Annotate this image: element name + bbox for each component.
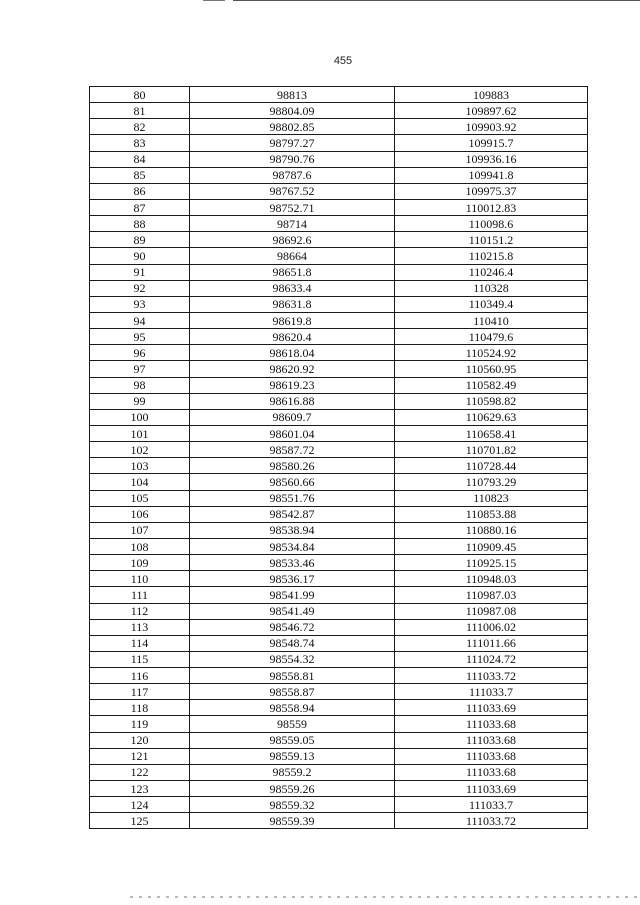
y-coordinate-cell: 111011.66 [395, 635, 588, 651]
x-coordinate-cell: 98533.46 [190, 555, 395, 571]
table-row [90, 522, 588, 538]
point-number-cell: 95 [90, 329, 190, 345]
point-number-cell: 83 [90, 135, 190, 151]
y-coordinate-cell: 110925.15 [395, 555, 588, 571]
y-coordinate-cell: 110629.63 [395, 409, 588, 425]
y-coordinate-cell: 111033.68 [395, 716, 588, 732]
table-row [90, 425, 588, 441]
point-number-cell: 88 [90, 216, 190, 232]
table-row [90, 458, 588, 474]
point-number-cell: 106 [90, 506, 190, 522]
y-coordinate-cell: 110701.82 [395, 442, 588, 458]
table-row [90, 361, 588, 377]
table-row [90, 813, 588, 829]
x-coordinate-cell: 98548.74 [190, 635, 395, 651]
y-coordinate-cell: 110560.95 [395, 361, 588, 377]
point-number-cell: 102 [90, 442, 190, 458]
x-coordinate-cell: 98620.92 [190, 361, 395, 377]
table-row [90, 587, 588, 603]
point-number-cell: 111 [90, 587, 190, 603]
point-number-cell: 85 [90, 167, 190, 183]
table-row [90, 442, 588, 458]
x-coordinate-cell: 98559 [190, 716, 395, 732]
table-row [90, 555, 588, 571]
point-number-cell: 119 [90, 716, 190, 732]
x-coordinate-cell: 98692.6 [190, 232, 395, 248]
x-coordinate-cell: 98546.72 [190, 619, 395, 635]
point-number-cell: 118 [90, 700, 190, 716]
table-row [90, 716, 588, 732]
y-coordinate-cell: 111033.68 [395, 764, 588, 780]
x-coordinate-cell: 98559.26 [190, 781, 395, 797]
x-coordinate-cell: 98542.87 [190, 506, 395, 522]
y-coordinate-cell: 110524.92 [395, 345, 588, 361]
y-coordinate-cell: 109903.92 [395, 119, 588, 135]
x-coordinate-cell: 98790.76 [190, 151, 395, 167]
x-coordinate-cell: 98797.27 [190, 135, 395, 151]
point-number-cell: 123 [90, 781, 190, 797]
point-number-cell: 105 [90, 490, 190, 506]
x-coordinate-cell: 98559.32 [190, 797, 395, 813]
x-coordinate-cell: 98804.09 [190, 103, 395, 119]
table-row [90, 135, 588, 151]
table-row [90, 409, 588, 425]
top-edge-rule-short [203, 0, 225, 1]
x-coordinate-cell: 98813 [190, 87, 395, 103]
table-row [90, 732, 588, 748]
table-row [90, 280, 588, 296]
point-number-cell: 93 [90, 296, 190, 312]
table-row [90, 296, 588, 312]
x-coordinate-cell: 98554.32 [190, 651, 395, 667]
y-coordinate-cell: 110658.41 [395, 425, 588, 441]
table-row [90, 797, 588, 813]
y-coordinate-cell: 110880.16 [395, 522, 588, 538]
x-coordinate-cell: 98558.81 [190, 668, 395, 684]
y-coordinate-cell: 109883 [395, 87, 588, 103]
y-coordinate-cell: 110349.4 [395, 296, 588, 312]
point-number-cell: 87 [90, 199, 190, 215]
y-coordinate-cell: 111024.72 [395, 651, 588, 667]
x-coordinate-cell: 98587.72 [190, 442, 395, 458]
x-coordinate-cell: 98787.6 [190, 167, 395, 183]
y-coordinate-cell: 110012.83 [395, 199, 588, 215]
table-row [90, 571, 588, 587]
y-coordinate-cell: 110987.08 [395, 603, 588, 619]
x-coordinate-cell: 98767.52 [190, 183, 395, 199]
y-coordinate-cell: 111033.69 [395, 781, 588, 797]
point-number-cell: 94 [90, 312, 190, 328]
y-coordinate-cell: 111033.68 [395, 748, 588, 764]
table-row [90, 151, 588, 167]
table-row [90, 474, 588, 490]
y-coordinate-cell: 110987.03 [395, 587, 588, 603]
table-row [90, 87, 588, 103]
table-row [90, 781, 588, 797]
top-edge-rule [233, 0, 640, 1]
point-number-cell: 96 [90, 345, 190, 361]
point-number-cell: 100 [90, 409, 190, 425]
table-row [90, 329, 588, 345]
y-coordinate-cell: 111033.72 [395, 813, 588, 829]
x-coordinate-cell: 98619.8 [190, 312, 395, 328]
y-coordinate-cell: 110728.44 [395, 458, 588, 474]
y-coordinate-cell: 109936.16 [395, 151, 588, 167]
point-number-cell: 115 [90, 651, 190, 667]
table-row [90, 312, 588, 328]
point-number-cell: 108 [90, 538, 190, 554]
point-number-cell: 124 [90, 797, 190, 813]
table-row [90, 216, 588, 232]
y-coordinate-cell: 110909.45 [395, 538, 588, 554]
table-row [90, 183, 588, 199]
point-number-cell: 120 [90, 732, 190, 748]
point-number-cell: 81 [90, 103, 190, 119]
y-coordinate-cell: 111033.7 [395, 797, 588, 813]
point-number-cell: 109 [90, 555, 190, 571]
y-coordinate-cell: 110793.29 [395, 474, 588, 490]
y-coordinate-cell: 110151.2 [395, 232, 588, 248]
table-row [90, 167, 588, 183]
point-number-cell: 80 [90, 87, 190, 103]
table-row [90, 199, 588, 215]
y-coordinate-cell: 110410 [395, 312, 588, 328]
point-number-cell: 110 [90, 571, 190, 587]
point-number-cell: 121 [90, 748, 190, 764]
coordinate-table-body [90, 87, 588, 829]
table-row [90, 119, 588, 135]
x-coordinate-cell: 98560.66 [190, 474, 395, 490]
x-coordinate-cell: 98664 [190, 248, 395, 264]
x-coordinate-cell: 98559.05 [190, 732, 395, 748]
table-row [90, 700, 588, 716]
y-coordinate-cell: 109941.8 [395, 167, 588, 183]
y-coordinate-cell: 110853.88 [395, 506, 588, 522]
point-number-cell: 113 [90, 619, 190, 635]
table-row [90, 506, 588, 522]
y-coordinate-cell: 110948.03 [395, 571, 588, 587]
y-coordinate-cell: 111033.7 [395, 684, 588, 700]
y-coordinate-cell: 111033.72 [395, 668, 588, 684]
y-coordinate-cell: 110328 [395, 280, 588, 296]
x-coordinate-cell: 98633.4 [190, 280, 395, 296]
point-number-cell: 91 [90, 264, 190, 280]
y-coordinate-cell: 110246.4 [395, 264, 588, 280]
point-number-cell: 89 [90, 232, 190, 248]
point-number-cell: 112 [90, 603, 190, 619]
y-coordinate-cell: 110215.8 [395, 248, 588, 264]
y-coordinate-cell: 109897.62 [395, 103, 588, 119]
bottom-scan-artifact [130, 896, 640, 898]
point-number-cell: 90 [90, 248, 190, 264]
x-coordinate-cell: 98609.7 [190, 409, 395, 425]
point-number-cell: 117 [90, 684, 190, 700]
x-coordinate-cell: 98714 [190, 216, 395, 232]
x-coordinate-cell: 98618.04 [190, 345, 395, 361]
y-coordinate-cell: 111033.69 [395, 700, 588, 716]
y-coordinate-cell: 111006.02 [395, 619, 588, 635]
x-coordinate-cell: 98541.99 [190, 587, 395, 603]
table-row [90, 232, 588, 248]
y-coordinate-cell: 109915.7 [395, 135, 588, 151]
point-number-cell: 116 [90, 668, 190, 684]
table-row [90, 748, 588, 764]
coordinate-table [89, 86, 588, 829]
x-coordinate-cell: 98619.23 [190, 377, 395, 393]
point-number-cell: 98 [90, 377, 190, 393]
x-coordinate-cell: 98651.8 [190, 264, 395, 280]
y-coordinate-cell: 110098.6 [395, 216, 588, 232]
table-row [90, 103, 588, 119]
point-number-cell: 107 [90, 522, 190, 538]
y-coordinate-cell: 110823 [395, 490, 588, 506]
x-coordinate-cell: 98559.13 [190, 748, 395, 764]
point-number-cell: 114 [90, 635, 190, 651]
x-coordinate-cell: 98620.4 [190, 329, 395, 345]
table-row [90, 684, 588, 700]
table-row [90, 248, 588, 264]
x-coordinate-cell: 98541.49 [190, 603, 395, 619]
table-row [90, 619, 588, 635]
y-coordinate-cell: 110598.82 [395, 393, 588, 409]
point-number-cell: 122 [90, 764, 190, 780]
x-coordinate-cell: 98601.04 [190, 425, 395, 441]
x-coordinate-cell: 98616.88 [190, 393, 395, 409]
y-coordinate-cell: 109975.37 [395, 183, 588, 199]
x-coordinate-cell: 98559.39 [190, 813, 395, 829]
table-row [90, 764, 588, 780]
table-row [90, 377, 588, 393]
y-coordinate-cell: 111033.68 [395, 732, 588, 748]
point-number-cell: 84 [90, 151, 190, 167]
x-coordinate-cell: 98559.2 [190, 764, 395, 780]
page-number: 455 [333, 55, 353, 67]
table-row [90, 393, 588, 409]
x-coordinate-cell: 98534.84 [190, 538, 395, 554]
x-coordinate-cell: 98752.71 [190, 199, 395, 215]
y-coordinate-cell: 110479.6 [395, 329, 588, 345]
x-coordinate-cell: 98580.26 [190, 458, 395, 474]
point-number-cell: 125 [90, 813, 190, 829]
x-coordinate-cell: 98631.8 [190, 296, 395, 312]
x-coordinate-cell: 98558.87 [190, 684, 395, 700]
point-number-cell: 103 [90, 458, 190, 474]
table-row [90, 264, 588, 280]
table-row [90, 651, 588, 667]
point-number-cell: 97 [90, 361, 190, 377]
x-coordinate-cell: 98538.94 [190, 522, 395, 538]
point-number-cell: 99 [90, 393, 190, 409]
table-row [90, 635, 588, 651]
x-coordinate-cell: 98551.76 [190, 490, 395, 506]
table-row [90, 490, 588, 506]
point-number-cell: 101 [90, 425, 190, 441]
table-row [90, 668, 588, 684]
point-number-cell: 82 [90, 119, 190, 135]
point-number-cell: 92 [90, 280, 190, 296]
table-row [90, 538, 588, 554]
table-row [90, 603, 588, 619]
point-number-cell: 86 [90, 183, 190, 199]
x-coordinate-cell: 98802.85 [190, 119, 395, 135]
point-number-cell: 104 [90, 474, 190, 490]
y-coordinate-cell: 110582.49 [395, 377, 588, 393]
x-coordinate-cell: 98558.94 [190, 700, 395, 716]
table-row [90, 345, 588, 361]
x-coordinate-cell: 98536.17 [190, 571, 395, 587]
